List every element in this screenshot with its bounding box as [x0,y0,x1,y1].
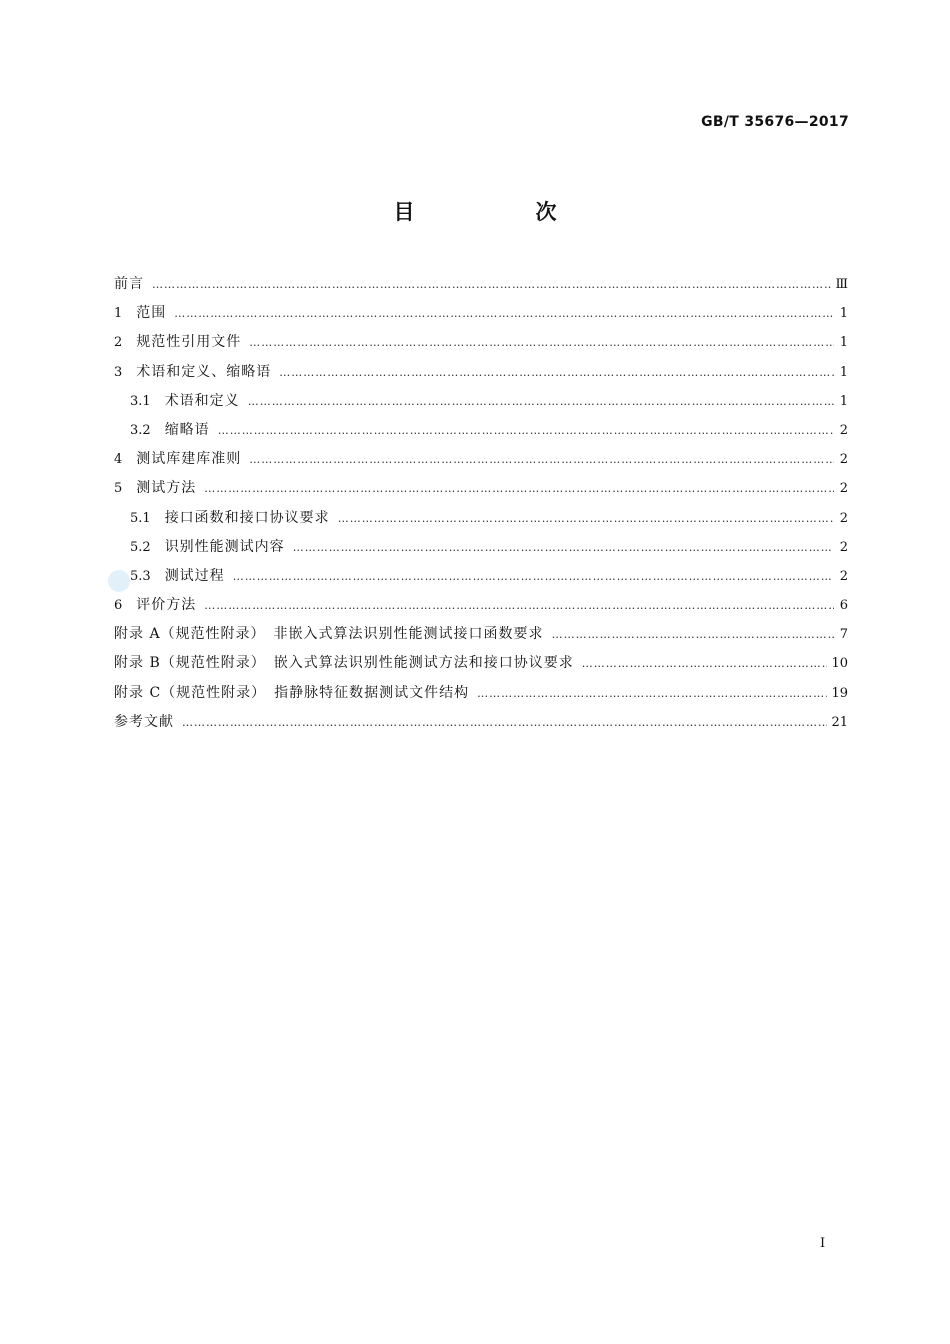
toc-entry-page: 2 [839,481,848,497]
toc-entry-label: 术语和定义 [164,392,240,409]
toc-entry-label: 附录 C（规范性附录） 指静脉特征数据测试文件结构 [114,684,470,701]
toc-entry-page: 6 [839,598,848,614]
toc-entry-number: 3.2 [130,422,151,438]
toc-entry-label: 附录 B（规范性附录） 嵌入式算法识别性能测试方法和接口协议要求 [114,655,574,672]
toc-entry-label: 接口函数和接口协议要求 [164,509,330,526]
toc-entry-page: 1 [839,393,848,409]
toc-entry[interactable] [114,328,848,357]
toc-entry-page: 2 [839,568,848,584]
toc-entry-number: 3.1 [130,393,151,409]
toc-dot-leader [182,708,827,737]
toc-entry-label: 参考文献 [114,713,174,730]
toc-entry-label: 附录 A（规范性附录） 非嵌入式算法识别性能测试接口函数要求 [114,626,544,643]
toc-entry-label: 识别性能测试内容 [164,538,285,555]
toc-dot-leader [233,562,834,591]
toc-dot-leader [338,504,834,533]
toc-entry[interactable] [114,358,848,387]
toc-entry-number: 5 [114,481,123,497]
page-title: 目 次 [393,200,607,224]
toc-dot-leader [249,445,834,474]
toc-entry[interactable] [114,387,848,416]
toc-entry-page: 2 [839,539,848,555]
table-of-contents [114,270,848,737]
toc-dot-leader [204,474,834,503]
toc-dot-leader [218,416,834,445]
toc-entry[interactable] [114,649,848,678]
toc-entry[interactable] [114,562,848,591]
toc-entry[interactable] [114,474,848,503]
toc-entry-page: 1 [839,335,848,351]
toc-entry-label: 规范性引用文件 [136,334,242,351]
toc-entry[interactable] [114,504,848,533]
toc-entry[interactable] [114,708,848,737]
toc-entry-number: 6 [114,598,123,614]
toc-dot-leader [248,387,834,416]
toc-dot-leader [552,620,834,649]
toc-dot-leader [249,328,834,357]
toc-entry-page: 21 [831,714,848,730]
toc-entry-label: 测试库建库准则 [136,451,242,468]
toc-entry-page: 2 [839,510,848,526]
toc-entry-page: 2 [839,452,848,468]
toc-entry-number: 4 [114,452,123,468]
toc-entry[interactable] [114,533,848,562]
toc-entry-page: 19 [831,685,848,701]
toc-entry-page: 7 [839,627,848,643]
toc-entry-number: 5.2 [130,539,151,555]
toc-entry[interactable] [114,445,848,474]
toc-dot-leader [477,679,827,708]
toc-dot-leader [582,649,828,678]
toc-entry-label: 缩略语 [164,421,210,438]
toc-entry[interactable] [114,620,848,649]
toc-entry-label: 测试过程 [164,567,225,584]
toc-dot-leader [293,533,834,562]
toc-entry-label: 评价方法 [136,597,197,614]
toc-entry-page: 1 [839,306,848,322]
toc-entry-number: 3 [114,364,123,380]
toc-entry-label: 术语和定义、缩略语 [136,363,272,380]
toc-entry-label: 范围 [136,305,167,322]
toc-entry-number: 1 [114,306,123,322]
toc-dot-leader [174,299,834,328]
toc-entry[interactable] [114,416,848,445]
toc-entry-page: 10 [831,656,848,672]
standard-code: GB/T 35676—2017 [701,114,849,130]
toc-entry-page: 2 [839,422,848,438]
toc-entry-number: 5.3 [130,568,151,584]
toc-dot-leader [204,591,834,620]
toc-entry-number: 5.1 [130,510,151,526]
toc-entry[interactable] [114,591,848,620]
toc-entry-page: Ⅲ [835,277,848,292]
toc-dot-leader [279,358,834,387]
toc-entry-number: 2 [114,335,123,351]
toc-entry-label: 前言 [114,276,144,292]
toc-entry[interactable] [114,299,848,328]
toc-dot-leader [152,270,831,299]
page-number: I [820,1236,826,1251]
toc-entry[interactable] [114,679,848,708]
toc-entry-page: 1 [839,364,848,380]
toc-entry[interactable] [114,270,848,299]
toc-entry-label: 测试方法 [136,480,197,497]
